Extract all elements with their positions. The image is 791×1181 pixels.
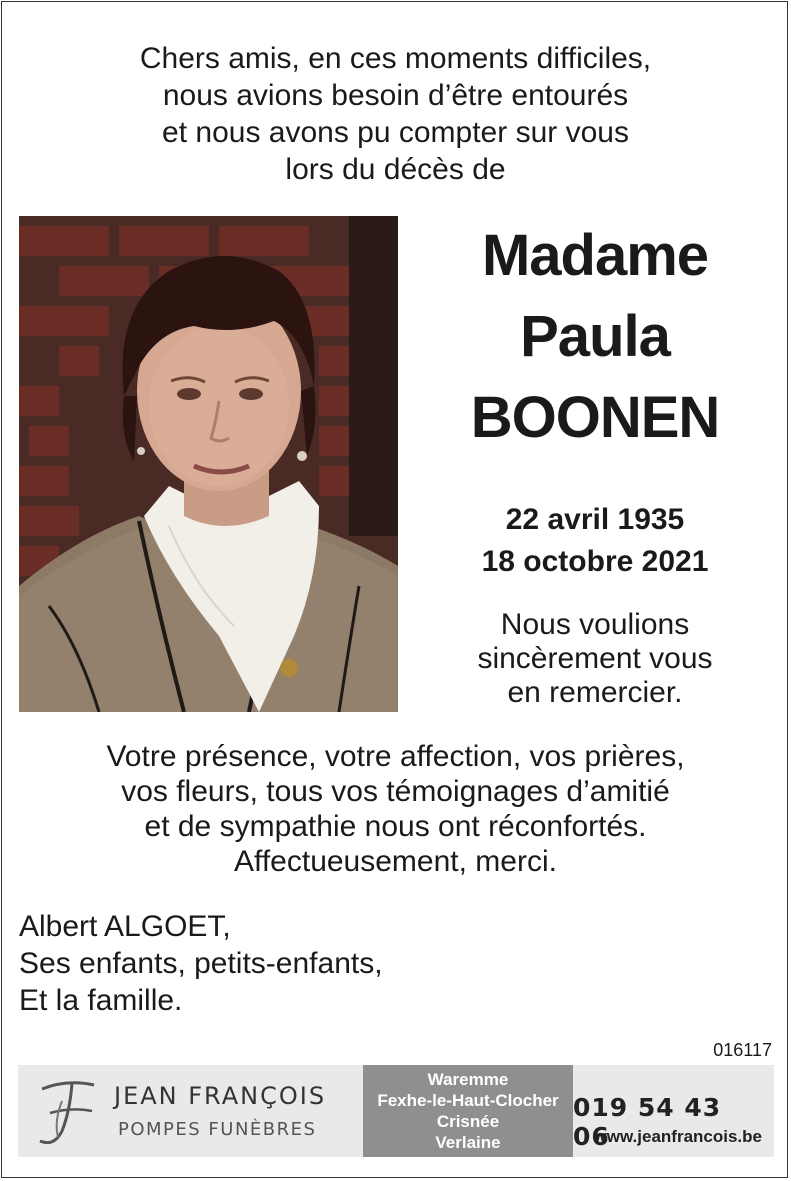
thanks-line: en remercier. [507, 676, 683, 709]
funeral-home-banner [18, 1065, 774, 1157]
jf-logo-icon [32, 1071, 102, 1151]
website-link[interactable]: www.jeanfrancois.be [593, 1127, 762, 1146]
location: Waremme [427, 1070, 509, 1089]
intro-line: Chers amis, en ces moments difficiles, [139, 42, 652, 75]
message-line: Affectueusement, merci. [234, 845, 557, 878]
first-name: Paula [520, 304, 670, 369]
funeral-home-locations [363, 1065, 573, 1157]
birth-date: 22 avril 1935 [505, 503, 685, 536]
funeral-home-subtitle: POMPES FUNÈBRES [118, 1119, 317, 1140]
death-date: 18 octobre 2021 [481, 545, 709, 578]
location: Verlaine [435, 1133, 501, 1152]
message-line: vos fleurs, tous vos témoignages d’amitié [121, 775, 670, 808]
signature [19, 908, 383, 1019]
funeral-home-name: JEAN FRANÇOIS [114, 1082, 327, 1110]
thanks-line: Nous voulions [500, 608, 690, 641]
portrait-photo [19, 216, 398, 712]
funeral-home-contact [573, 1065, 774, 1157]
message-text [0, 739, 791, 879]
message-line: Votre présence, votre affection, vos prières, [106, 740, 685, 773]
last-name: BOONEN [470, 385, 720, 450]
intro-line: lors du décès de [285, 153, 506, 186]
signature-line: Ses enfants, petits-enfants, [19, 947, 383, 980]
intro-line: et nous avons pu compter sur vous [162, 116, 629, 149]
thanks-line: sincèrement vous [477, 642, 713, 675]
signature-line: Et la famille. [19, 984, 183, 1017]
intro-text [0, 40, 791, 188]
thanks-text [410, 608, 780, 710]
life-dates [410, 499, 780, 583]
signature-line: Albert ALGOET, [19, 910, 231, 943]
message-line: et de sympathie nous ont réconfortés. [144, 810, 647, 843]
intro-line: nous avions besoin d’être entourés [162, 79, 629, 112]
location: Fexhe-le-Haut-Clocher [377, 1091, 559, 1110]
funeral-home-brand [18, 1065, 363, 1157]
reference-number: 016117 [713, 1040, 772, 1060]
phone-number[interactable]: 019 54 43 06 [573, 1093, 722, 1151]
deceased-name [410, 215, 780, 458]
location: Crisnée [436, 1112, 500, 1131]
name-title: Madame [481, 223, 709, 288]
